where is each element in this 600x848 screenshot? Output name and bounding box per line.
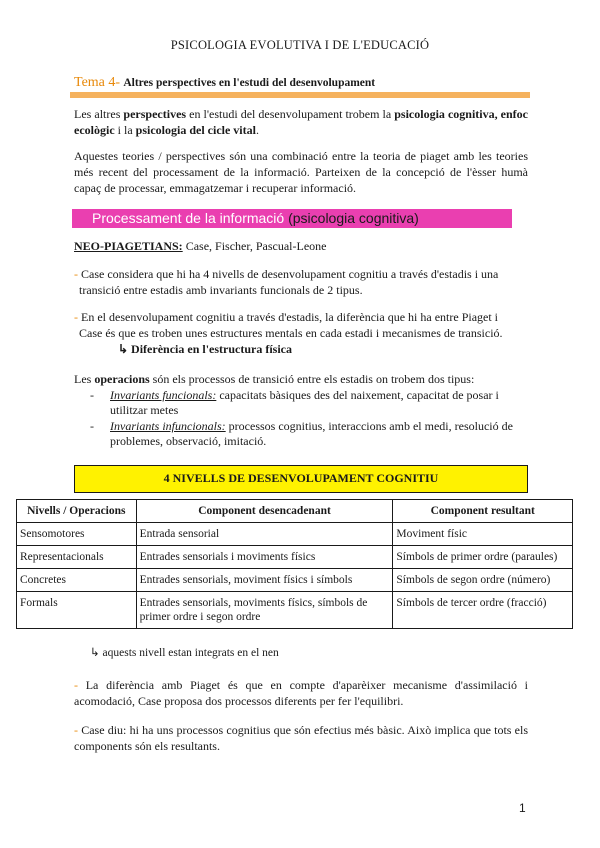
- table-row: [17, 523, 573, 546]
- neo-piagetians-line: NEO-PIAGETIANS: Case, Fischer, Pascual-Leone: [74, 239, 327, 253]
- table-row: [17, 546, 573, 569]
- table-cell: Entrada sensorial: [136, 523, 393, 546]
- orange-divider: [70, 92, 530, 98]
- intro-paragraph-2: Aquestes teories / perspectives són una combinació entre la teoria de piaget amb les teories més recent del processament de la informació. Parteixen de la concepció de l'èsser humà capaç de processar, emmagatzemar i recuperar informació.: [74, 149, 528, 195]
- closing-paragraph-1: - La diferència amb Piaget és que en compte d'aparèixer mecanisme d'assimilació i acomodació, Case proposa dos processos diferents per fer l'equilibri.: [74, 678, 528, 708]
- table-header-row: [17, 500, 573, 523]
- table-title-box: 4 NIVELLS DE DESENVOLUPAMENT COGNITIU: [74, 465, 528, 493]
- table-cell: Entrades sensorials i moviments físics: [136, 546, 393, 569]
- table-note: ↳ aquests nivell estan integrats en el nen: [90, 647, 279, 659]
- table-cell: Moviment físic: [393, 523, 573, 546]
- column-header: Nivells / Operacions: [17, 500, 137, 523]
- invariant-item-1: - Invariants funcionals: capacitats bàsiques des del naixement, capacitat de posar i utilitzar metes: [90, 388, 499, 417]
- bullet-mark: -: [74, 678, 78, 692]
- bullet-mark: -: [74, 723, 78, 737]
- table-cell: Entrades sensorials, moviments físics, símbols de primer ordre i segon ordre: [136, 592, 393, 629]
- tema-subtitle: Altres perspectives en l'estudi del desenvolupament: [123, 77, 376, 89]
- bullet-item-1: - Case considera que hi ha 4 nivells de desenvolupament cognitiu a través d'estadis i una transició entre estadis amb invariants funcionals de 2 tipus.: [74, 267, 499, 297]
- table-cell: Entrades sensorials, moviment físics i símbols: [136, 569, 393, 592]
- table-cell: Concretes: [17, 569, 137, 592]
- tema-number: Tema 4-: [74, 75, 121, 90]
- table-cell: Sensomotores: [17, 523, 137, 546]
- table-cell: Símbols de primer ordre (paraules): [393, 546, 573, 569]
- operacions-lead: Les operacions són els processos de transició entre els estadis on trobem dos tipus:: [74, 372, 475, 386]
- column-header: Component desencadenant: [136, 500, 393, 523]
- table-row: [17, 569, 573, 592]
- table-cell: Símbols de segon ordre (número): [393, 569, 573, 592]
- invariant-item-2: - Invariants infuncionals: processos cognitius, interaccions amb el medi, resolució de problemes, observació, imitació.: [90, 419, 513, 448]
- document-title: PSICOLOGIA EVOLUTIVA I DE L'EDUCACIÓ: [170, 38, 430, 52]
- table-cell: Representacionals: [17, 546, 137, 569]
- column-header: Component resultant: [393, 500, 573, 523]
- section-title: Processament de la informació (psicologia cognitiva): [92, 210, 419, 226]
- bullet-mark: -: [74, 267, 78, 281]
- table-cell: Formals: [17, 592, 137, 629]
- table-cell: Símbols de tercer ordre (fracció): [393, 592, 573, 629]
- bullet-item-2: - En el desenvolupament cognitiu a través d'estadis, la diferència que hi ha entre Piaget i Case és que es troben unes estructures mentals en cada estadi i mecanismes de transició.: [74, 310, 503, 340]
- arrow-note-structure: ↳ Diferència en l'estructura física: [118, 342, 293, 356]
- page-number: 1: [519, 801, 526, 815]
- closing-paragraph-2: - Case diu: hi ha uns processos cognitius que són efectius més bàsic. Això implica que tots els components són els resultants.: [74, 723, 528, 753]
- bullet-mark: -: [74, 310, 78, 324]
- table-row: [17, 592, 573, 629]
- levels-table: [16, 499, 573, 629]
- tema-heading: [74, 74, 375, 91]
- intro-paragraph-1: Les altres perspectives en l'estudi del desenvolupament trobem la psicologia cognitiva, enfoc ecològic i la psicologia del cicle vital.: [74, 107, 528, 137]
